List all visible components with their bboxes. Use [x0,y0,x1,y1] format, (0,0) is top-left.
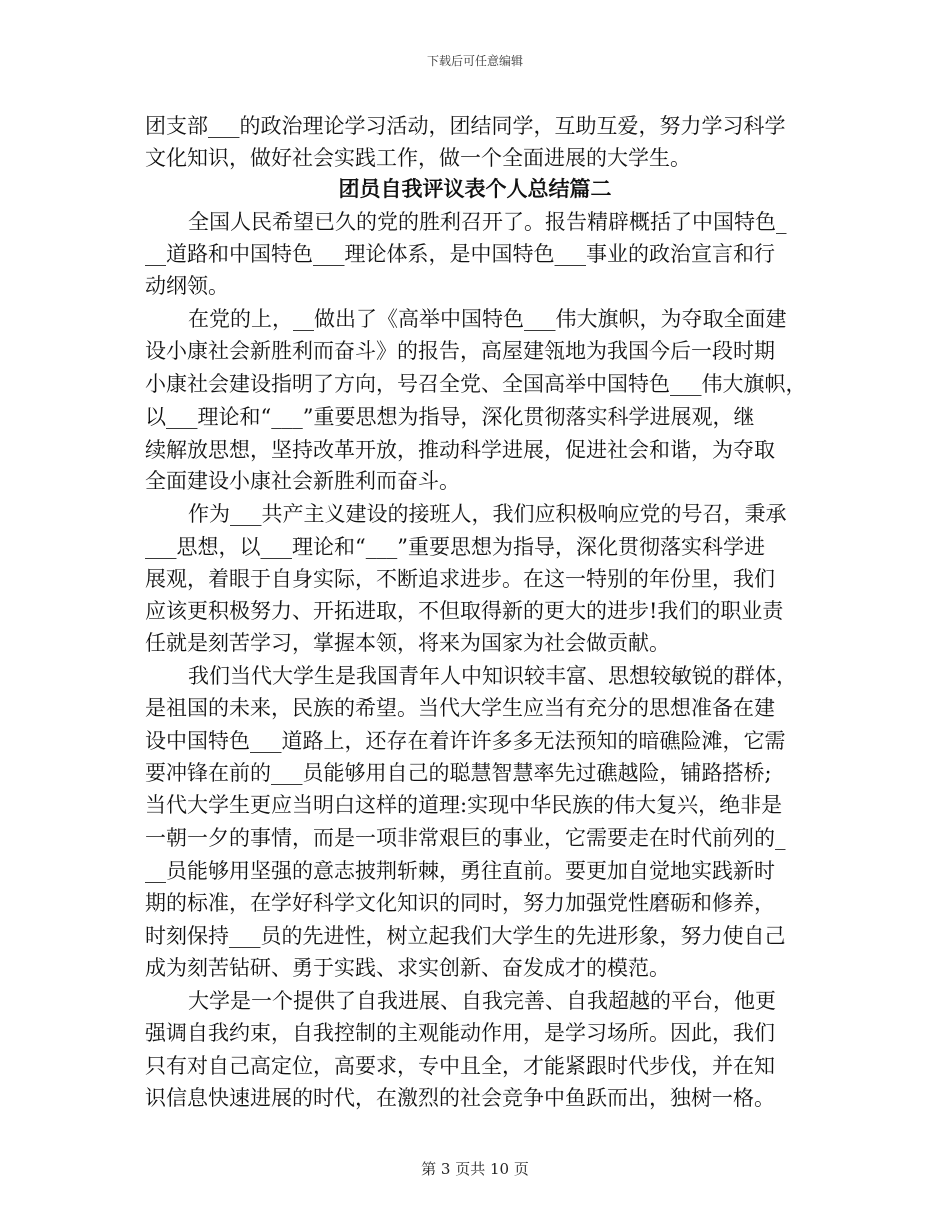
text-line: 期的标准，在学好科学文化知识的同时，努力加强党性磨砺和修养， [145,891,775,915]
text-line: 应该更积极努力、开拓进取，不但取得新的更大的进步!我们的职业责 [145,599,784,623]
text-line: 强调自我约束，自我控制的主观能动作用，是学习场所。因此，我们 [145,1021,775,1045]
text-line: 全面建设小康社会新胜利而奋斗。 [145,469,460,493]
text-line: 是祖国的未来，民族的希望。当代大学生应当有充分的思想准备在建 [145,696,775,720]
text-line: 只有对自己高定位，高要求，专中且全，才能紧跟时代步伐，并在知 [145,1054,775,1078]
text-line: 时刻保持___员的先进性，树立起我们大学生的先进形象，努力使自己 [145,924,786,948]
text-line: 大学是一个提供了自我进展、自我完善、自我超越的平台，他更 [188,989,776,1013]
text-line: 任就是刻苦学习，掌握本领，将来为国家为社会做贡献。 [145,631,670,655]
text-line: 要冲锋在前的___员能够用自己的聪慧智慧率先过礁越险，铺路搭桥; [145,761,772,785]
text-line: 动纲领。 [145,274,229,298]
section-title: 团员自我评议表个人总结篇二 [338,177,612,201]
text-line: __道路和中国特色___理论体系，是中国特色___事业的政治宣言和行 [145,242,775,266]
text-line: 设小康社会新胜利而奋斗》的报告，高屋建瓴地为我国今后一段时期 [145,339,775,363]
text-line: 当代大学生更应当明白这样的道理:实现中华民族的伟大复兴，绝非是 [145,793,783,817]
text-line: 我们当代大学生是我国青年人中知识较丰富、思想较敏锐的群体， [188,664,797,688]
text-line: 作为___共产主义建设的接班人，我们应积极响应党的号召，秉承 [188,502,787,526]
page-footer: 第 3 页共 10 页 [421,1160,529,1178]
text-line: __员能够用坚强的意志披荆斩棘，勇往直前。要更加自觉地实践新时 [145,859,775,883]
text-line: 展观，着眼于自身实际，不断追求进步。在这一特别的年份里，我们 [145,567,775,591]
page-header: 下载后可任意编辑 [426,54,523,68]
text-line: 设中国特色___道路上，还存在着许许多多无法预知的暗礁险滩，它需 [145,729,786,753]
text-line: 以___理论和“___”重要思想为指导，深化贯彻落实科学进展观，继 [145,405,755,429]
text-line: 全国人民希望已久的党的胜利召开了。报告精辟概括了中国特色_ [188,210,787,234]
text-line: 成为刻苦钻研、勇于实践、求实创新、奋发成才的模范。 [145,956,670,980]
text-line: 识信息快速进展的时代，在激烈的社会竞争中鱼跃而出，独树一格。 [145,1086,775,1110]
text-line: 续解放思想，坚持改革开放，推动科学进展，促进社会和谐，为夺取 [145,438,775,462]
text-line: 文化知识，做好社会实践工作，做一个全面进展的大学生。 [145,146,691,170]
text-line: 小康社会建设指明了方向，号召全党、全国高举中国特色___伟大旗帜， [145,372,807,396]
text-line: ___思想，以___理论和“___”重要思想为指导，深化贯彻落实科学进 [145,535,765,559]
text-line: 一朝一夕的事情，而是一项非常艰巨的事业，它需要走在时代前列的_ [145,826,786,850]
text-line: 团支部___的政治理论学习活动，团结同学，互助互爱，努力学习科学 [145,114,786,138]
text-line: 在党的上，__做出了《高举中国特色___伟大旗帜，为夺取全面建 [188,307,787,331]
